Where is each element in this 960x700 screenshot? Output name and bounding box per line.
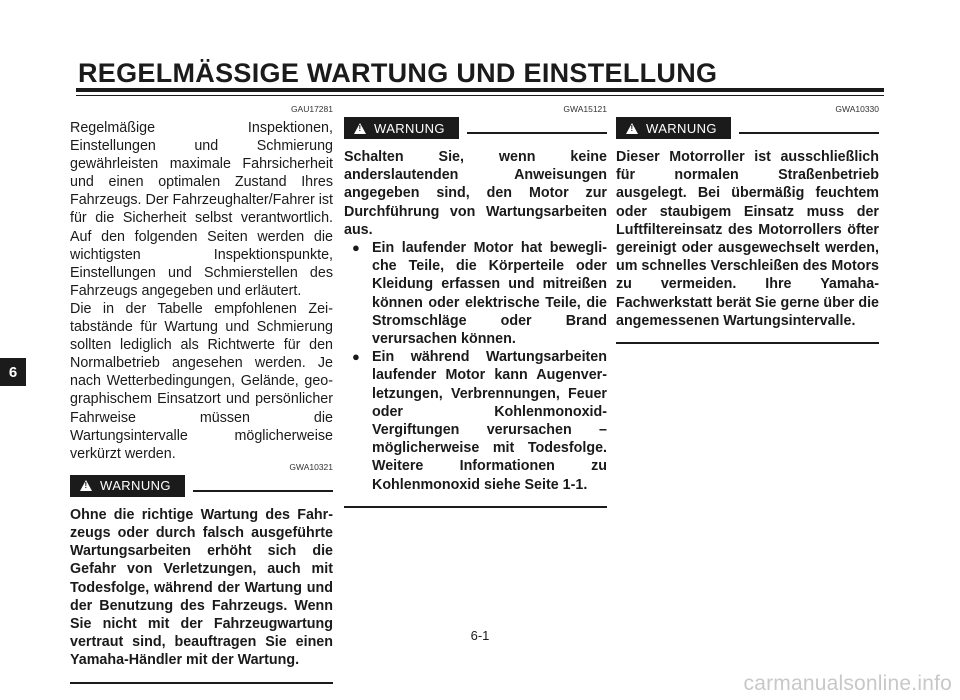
warning-header-rule bbox=[739, 132, 879, 134]
title-rule-thick bbox=[76, 88, 884, 92]
column-3 bbox=[616, 104, 879, 344]
warning-triangle-icon: ! bbox=[626, 123, 638, 134]
warning-header bbox=[70, 475, 333, 497]
list-item: ● Ein laufender Motor hat bewegliche Teile, die Körperteile oder Kleidung erfassen und mitreißen können oder elektrische Teile, die Stromschläge oder Brand verursachen können. bbox=[344, 239, 607, 348]
column-1 bbox=[70, 104, 333, 684]
warning-triangle-icon: ! bbox=[354, 123, 366, 134]
warning-paragraph: Ohne die richtige Wartung des Fahrzeugs oder durch falsch ausgeführte Wartungsarbeiten erhöht sich die Gefahr von Verletzungen, auch mit Todesfolge, während der Wartung und der Benutzung des Fahrzeugs. Wenn Sie nicht mit der Fahrzeugwartung vertraut sind, beauftragen Sie einen Yamaha-Händler mit der Wartung. bbox=[70, 506, 333, 669]
warning-code: GWA10330 bbox=[835, 104, 879, 114]
page-title: REGELMÄSSIGE WARTUNG UND EINSTELLUNG bbox=[78, 58, 718, 88]
warning-header bbox=[616, 117, 879, 139]
warning-label: WARNUNG bbox=[100, 478, 171, 494]
warning-label: WARNUNG bbox=[374, 120, 445, 136]
warning-text bbox=[616, 148, 879, 330]
warning-triangle-icon: ! bbox=[80, 480, 92, 491]
warning-badge bbox=[344, 117, 459, 139]
chapter-tab: 6 bbox=[0, 358, 26, 386]
title-rule-thin bbox=[76, 95, 884, 96]
page-number: 6-1 bbox=[470, 628, 490, 643]
watermark: carmanualsonline.info bbox=[743, 672, 952, 695]
warning-code: GWA10321 bbox=[289, 461, 333, 472]
warning-badge bbox=[616, 117, 731, 139]
warning-code: GWA15121 bbox=[563, 104, 607, 114]
intro-text bbox=[70, 119, 333, 463]
intro-paragraph-2: Die in der Tabelle empfohlenen Zeitabstände für Wartung und Schmierung sollten lediglich als Richtwerte für den Normalbetrieb angesehen werden. Je nach Wetterbedingungen, Gelände, geographischem Einsatzort und persönlicher Fahrweise müssen die Wartungsintervalle möglicherweise verkürzt werden. bbox=[70, 300, 333, 462]
warning-end-rule bbox=[616, 342, 879, 344]
warning-text bbox=[70, 506, 333, 670]
intro-paragraph-1: Regelmäßige Inspektionen, Einstellungen und Schmierung gewährleisten maximale Fahrsicherheit und einen optimalen Zustand Ihres Fahrzeugs. Der Fahrzeughalter/Fahrer ist für die Sicherheit selbst verantwortlich. Auf den folgenden Seiten werden die wichtigsten Inspektionspunkte, Einstellungen und Schmierstellen des Fahrzeugs angegeben und erläutert. bbox=[70, 120, 334, 299]
warning-paragraph: Dieser Motorroller ist ausschließlich für normalen Straßenbetrieb ausgelegt. Bei übermäßig feuchtem oder staubigem Einsatz muss der Luftfiltereinsatz des Motorrollers öfter gereinigt oder ausgewechselt werden, um schnelles Verschleißen des Motors zu vermeiden. Ihre Yamaha-Fachwerkstatt berät Sie gerne über die angemessenen Wartungsintervalle. bbox=[616, 149, 879, 329]
warning-header bbox=[344, 117, 607, 139]
section-code: GAU17281 bbox=[290, 104, 333, 114]
warning-label: WARNUNG bbox=[646, 120, 717, 136]
warning-end-rule bbox=[70, 682, 333, 684]
list-item: ● Ein während Wartungsarbeiten laufender Motor kann Augenverletzungen, Verbrennungen, Feuer oder Kohlenmonoxid-Vergiftungen verursachen – möglicherweise mit Todesfolge. Weitere Informationen zu Kohlenmonoxid siehe Seite 1-1. bbox=[344, 348, 607, 494]
warning-header-rule bbox=[193, 490, 333, 492]
warning-header-rule bbox=[467, 132, 607, 134]
warning-text bbox=[344, 148, 607, 494]
warning-badge bbox=[70, 475, 185, 497]
warning-intro: Schalten Sie, wenn keine anderslautenden Anweisungen angegeben sind, den Motor zur Durchführung von Wartungsarbeiten aus. bbox=[344, 149, 607, 238]
warning-end-rule bbox=[344, 506, 607, 508]
warning-bullet-list bbox=[344, 239, 607, 494]
column-2 bbox=[344, 104, 607, 508]
